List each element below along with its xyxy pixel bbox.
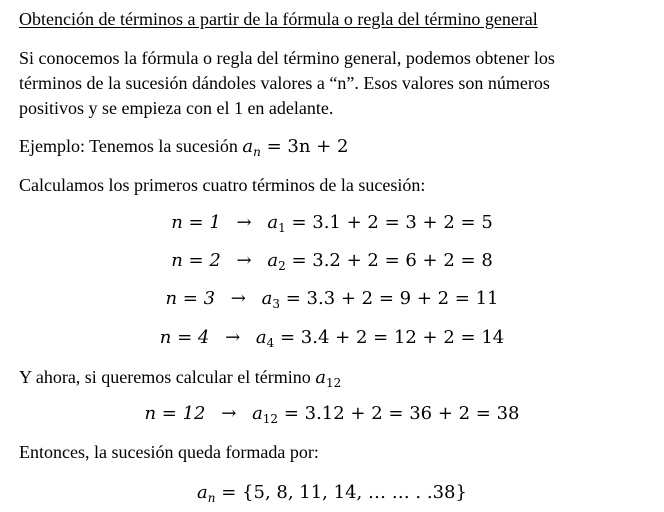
y-ahora-line (19, 366, 341, 389)
row-lhs: n = 12 (144, 403, 206, 424)
arrow-icon: → (221, 403, 237, 424)
row-lhs: n = 2 (171, 250, 221, 271)
sequence-result (0, 482, 664, 504)
formula-rhs: = 3n + 2 (266, 136, 349, 157)
row-rhs: = 3.1 + 2 = 3 + 2 = 5 (291, 212, 493, 233)
arrow-icon: → (225, 327, 241, 348)
intro-line-2: términos de la sucesión dándoles valores a “n”. Esos valores son números (19, 73, 550, 93)
entonces-line: Entonces, la sucesión queda formada por: (19, 442, 319, 462)
row-sub: 2 (278, 259, 286, 273)
example-text: Ejemplo: Tenemos la sucesión (19, 136, 238, 156)
row-rhs: = 3.4 + 2 = 12 + 2 = 14 (280, 327, 505, 348)
y-ahora-text: Y ahora, si queremos calcular el término (19, 367, 311, 387)
term-row-12 (0, 403, 664, 425)
term-row-1 (0, 212, 664, 234)
row-sub: 12 (262, 412, 279, 426)
row-term: a (252, 403, 263, 424)
row-term: a (261, 288, 273, 309)
row-sub: 1 (278, 221, 286, 235)
row-rhs: = 3.2 + 2 = 6 + 2 = 8 (291, 250, 493, 271)
section-title: Obtención de términos a partir de la fórmula o regla del término general (19, 9, 538, 29)
example-formula (242, 136, 348, 157)
result-rhs: = {5, 8, 11, 14, … … . .38} (221, 482, 467, 503)
intro-line-3: positivos y se empieza con el 1 en adelante. (19, 98, 334, 118)
row-lhs: n = 4 (159, 327, 210, 348)
row-term: a (267, 250, 279, 271)
intro-line-1: Si conocemos la fórmula o regla del término general, podemos obtener los (19, 48, 555, 68)
formula-var: a (242, 136, 254, 157)
result-var: a (197, 482, 208, 503)
arrow-icon: → (230, 288, 246, 309)
row-rhs: = 3.12 + 2 = 36 + 2 = 38 (283, 403, 520, 424)
formula-sub: n (253, 145, 261, 159)
row-term: a (255, 327, 267, 348)
result-sub: n (207, 491, 216, 505)
row-rhs: = 3.3 + 2 = 9 + 2 = 11 (285, 288, 499, 309)
term-row-4 (0, 327, 664, 349)
row-term: a (267, 212, 279, 233)
arrow-icon: → (236, 250, 252, 271)
row-lhs: n = 1 (171, 212, 221, 233)
term-row-2 (0, 250, 664, 272)
row-sub: 4 (266, 336, 275, 350)
arrow-icon: → (236, 212, 252, 233)
row-lhs: n = 3 (165, 288, 216, 309)
term-sub: 12 (325, 376, 342, 390)
row-sub: 3 (272, 297, 280, 311)
term-row-3 (0, 288, 664, 310)
calc-intro: Calculamos los primeros cuatro términos de la sucesión: (19, 175, 426, 195)
term-var: a (315, 367, 326, 388)
example-line (19, 135, 348, 158)
